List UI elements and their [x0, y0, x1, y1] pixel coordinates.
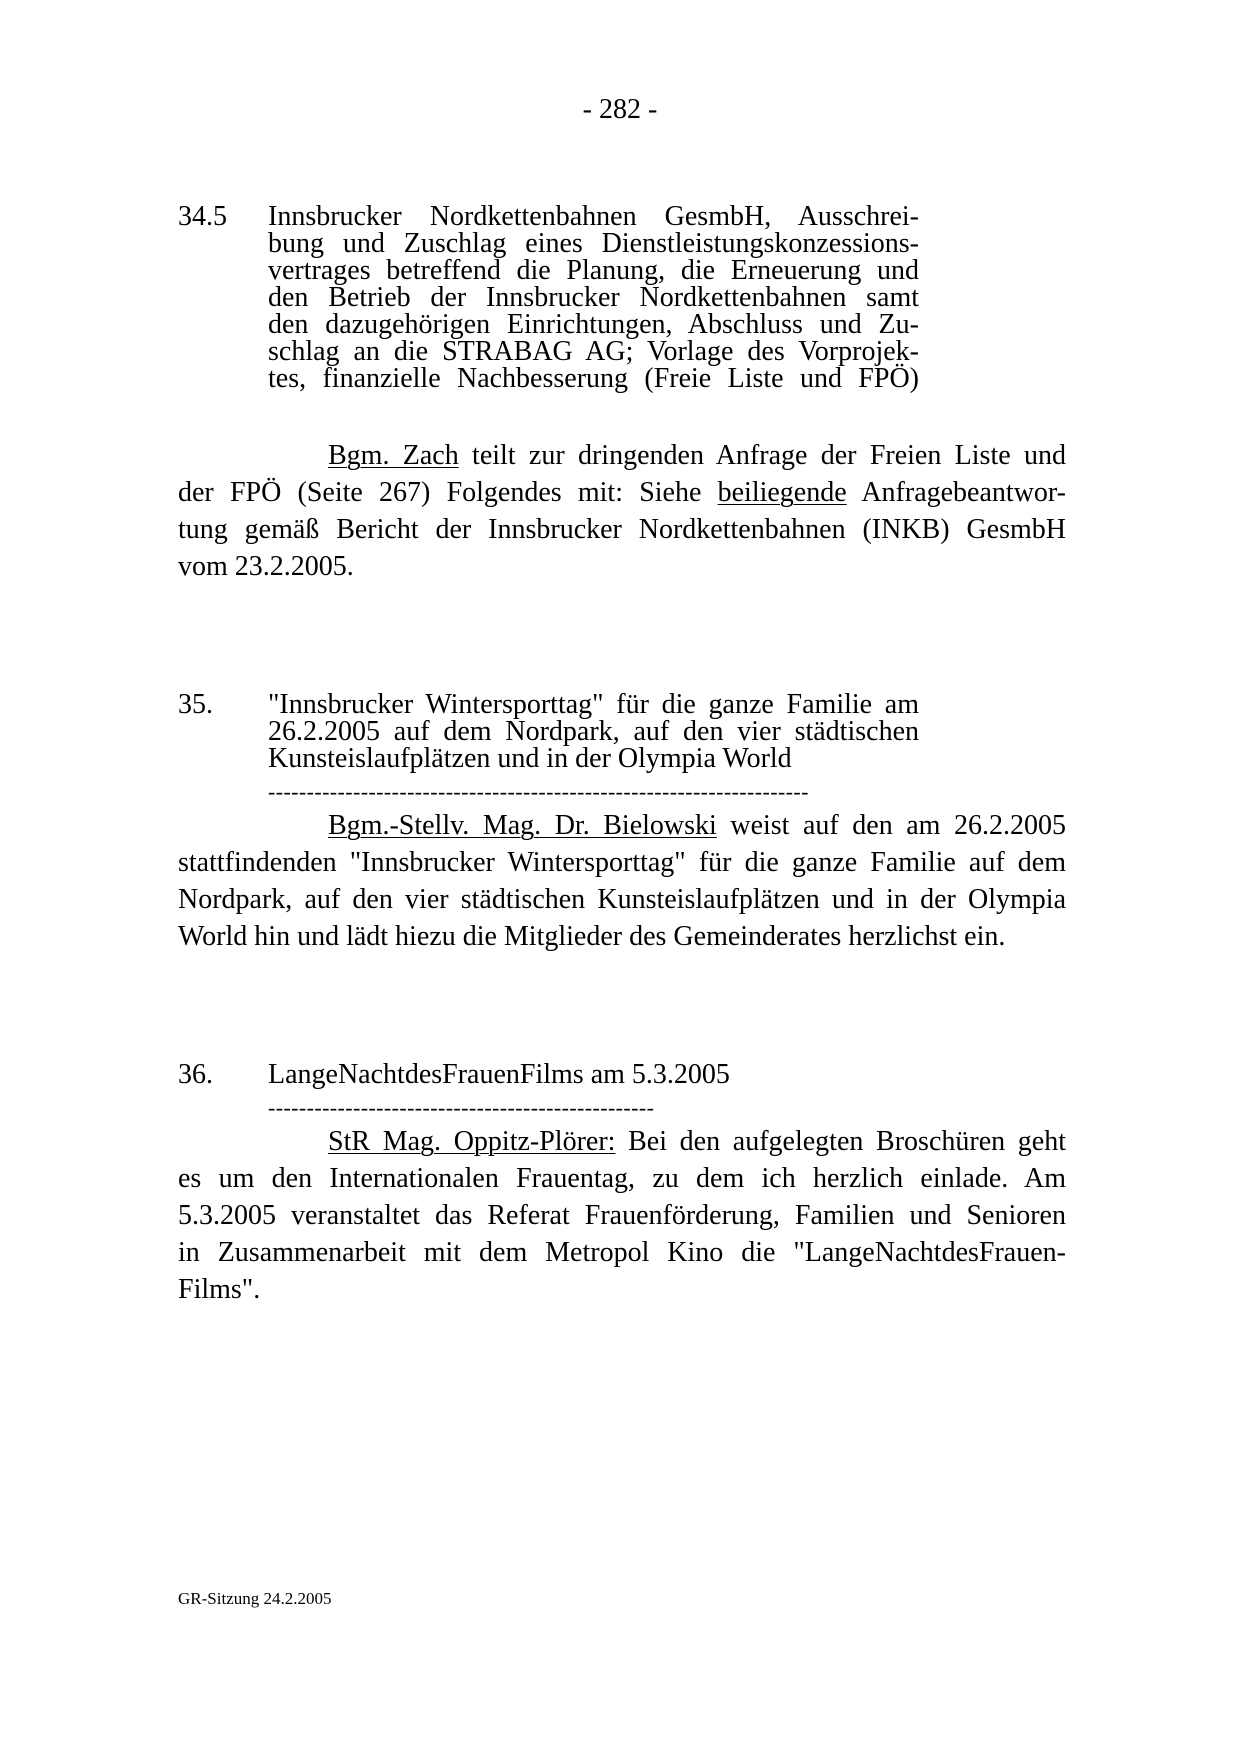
- section-underline-dashes: --------------------------------------------------: [268, 1098, 655, 1118]
- body-line: World hin und lädt hiezu die Mitglieder des Gemeinderates herzlichst ein.: [178, 921, 1006, 952]
- body-text: Anfragebeantwor-: [846, 477, 1066, 508]
- section-number: 36.: [178, 1059, 213, 1090]
- title-line: Innsbrucker Nordkettenbahnen GesmbH, Ausschrei-: [268, 201, 919, 232]
- body-line: [178, 1123, 1066, 1160]
- title-line: den dazugehörigen Einrichtungen, Abschluss und Zu-: [268, 309, 919, 340]
- section-title: [268, 1061, 919, 1088]
- title-line: LangeNachtdesFrauenFilms am 5.3.2005: [268, 1059, 730, 1090]
- section-body-35: [178, 807, 1066, 955]
- title-line: vertrages betreffend die Planung, die Erneuerung und: [268, 255, 919, 286]
- section-number: 35.: [178, 689, 213, 720]
- body-line: in Zusammenarbeit mit dem Metropol Kino die "LangeNachtdesFrauen-: [178, 1237, 1066, 1268]
- page-number: - 282 -: [582, 94, 658, 125]
- body-line: 5.3.2005 veranstaltet das Referat Frauenförderung, Familien und Senioren: [178, 1200, 1066, 1231]
- section-body-36: [178, 1123, 1066, 1308]
- speaker-name: Bgm. Zach: [328, 440, 459, 471]
- body-line: [178, 437, 1066, 474]
- title-line: tes, finanzielle Nachbesserung (Freie Liste und FPÖ): [268, 363, 919, 394]
- title-line: schlag an die STRABAG AG; Vorlage des Vorprojek-: [268, 336, 919, 367]
- body-line: [178, 474, 1066, 511]
- body-line: stattfindenden "Innsbrucker Wintersporttag" für die ganze Familie auf dem: [178, 847, 1066, 878]
- body-line: tung gemäß Bericht der Innsbrucker Nordkettenbahnen (INKB) GesmbH: [178, 514, 1066, 545]
- section-title: [268, 203, 919, 392]
- body-text: teilt zur dringenden Anfrage der Freien Liste und: [458, 440, 1066, 471]
- title-line: "Innsbrucker Wintersporttag" für die ganze Familie am: [268, 689, 919, 720]
- body-line: vom 23.2.2005.: [178, 551, 354, 582]
- title-line: bung und Zuschlag eines Dienstleistungskonzessions-: [268, 228, 919, 259]
- body-line: es um den Internationalen Frauentag, zu dem ich herzlich einlade. Am: [178, 1163, 1066, 1194]
- body-text: Bei den aufgelegten Broschüren geht: [615, 1126, 1067, 1157]
- title-line: 26.2.2005 auf dem Nordpark, auf den vier städtischen: [268, 716, 919, 747]
- title-line: Kunsteislaufplätzen und in der Olympia World: [268, 743, 792, 774]
- section-underline-dashes: ----------------------------------------------------------------------: [268, 782, 809, 802]
- title-line: den Betrieb der Innsbrucker Nordkettenbahnen samt: [268, 282, 919, 313]
- body-text: der FPÖ (Seite 267) Folgendes mit: Siehe: [178, 477, 718, 508]
- section-number: 34.5: [178, 201, 227, 232]
- body-line: Nordpark, auf den vier städtischen Kunsteislaufplätzen und in der Olympia: [178, 884, 1066, 915]
- section-body-34-5: [178, 437, 1066, 585]
- body-text: weist auf den am 26.2.2005: [716, 810, 1066, 841]
- section-title: [268, 691, 919, 772]
- page-footer: GR-Sitzung 24.2.2005: [178, 1589, 332, 1608]
- attachment-reference: beiliegende: [717, 477, 847, 508]
- speaker-name: Bgm.-Stellv. Mag. Dr. Bielowski: [328, 810, 717, 841]
- body-line: Films".: [178, 1274, 261, 1305]
- body-line: [178, 807, 1066, 844]
- speaker-name: StR Mag. Oppitz-Plörer:: [328, 1126, 616, 1157]
